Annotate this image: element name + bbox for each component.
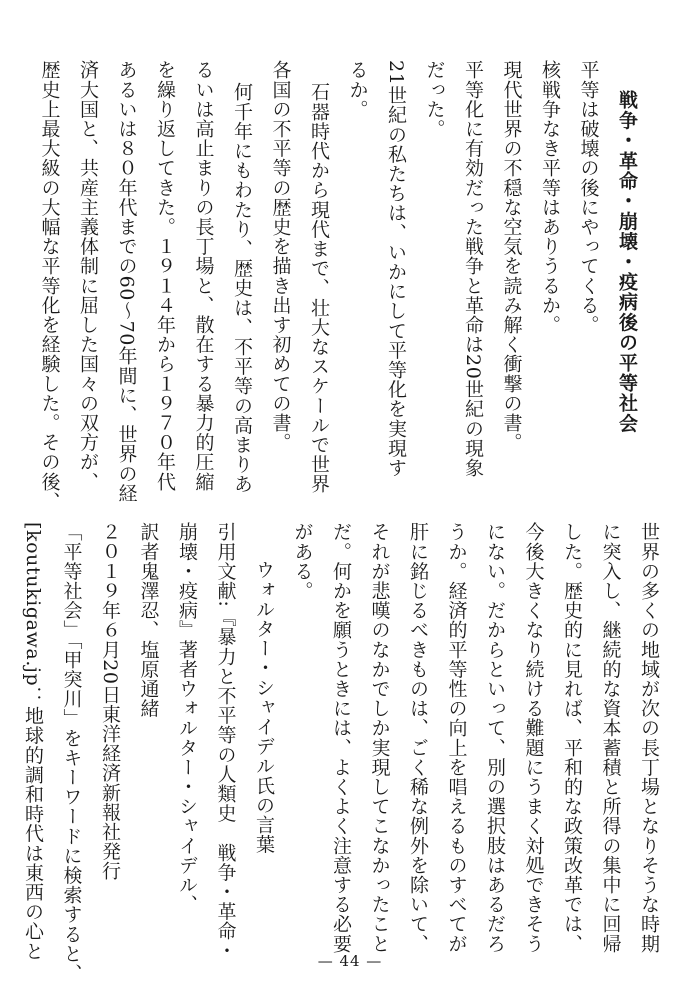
footer-line: 「平等社会」「甲突川」をキーワードに検索すると、 — [60, 522, 83, 983]
text-line: 現代世界の不穏な空気を読み解く衝撃の書。 — [500, 60, 523, 452]
text-line: うか。経済的平等性の向上を唱えるものすべてが — [445, 522, 468, 954]
citation-line: 引用文献:『暴力と不平等の人類史 戦争・革命・ — [214, 522, 237, 961]
text-line: だ。何かを願うときには、よくよく注意する必要 — [330, 522, 352, 954]
text-line: 21世紀の私たちは、いかにして平等化を実現す — [385, 60, 407, 478]
citation-line: ２０１９年６月20日東洋経済新報社発行 — [99, 522, 121, 881]
citation-line: 崩壊・疫病』著者ウォルター・シャイデル、 — [176, 522, 198, 914]
quote-attribution: ウォルター・シャイデル氏の言葉 — [253, 560, 275, 854]
text-line: に突入し、継続的な資本蓄積と所得の集中に回帰 — [599, 522, 622, 954]
text-line: を繰り返してきた。１９１４年から１９７０年代 — [154, 60, 176, 492]
text-line: それが悲嘆のなかでしか実現してこなかったこと — [368, 522, 391, 954]
text-line: あるいは８０年代までの60～70年間に、世界の経 — [115, 60, 138, 503]
text-line: 世界の多くの地域が次の長丁場となりそうな時期 — [638, 522, 660, 954]
text-line: 石器時代から現代まで、壮大なスケールで世界 — [308, 82, 330, 494]
text-line: 肝に銘じるべきものは、ごく稀な例外を除いて、 — [407, 522, 429, 954]
text-line: した。歴史的に見れば、平和的な政策改革では、 — [561, 522, 583, 954]
text-line: 歴史上最大級の大幅な平等化を経験した。その後、 — [38, 60, 61, 511]
text-line: にない。だからといって、別の選択肢はあるだろ — [484, 522, 506, 954]
section-heading: 戦争・革命・崩壊・疫病後の平等社会 — [616, 90, 638, 434]
text-line: 今後大きくなり続ける難題にうまく対処できそう — [522, 522, 545, 954]
text-line: るか。 — [346, 60, 369, 119]
text-line: 核戦争なき平等はありうるか。 — [539, 60, 561, 335]
text-line: だった。 — [423, 60, 446, 139]
text-line: がある。 — [291, 522, 314, 601]
text-line: 平等化に有効だった戦争と革命は20世紀の現象 — [462, 60, 484, 478]
footer-line: [koutukigawa.jp：地球的調和時代は東西の心と — [22, 522, 44, 961]
text-line: 各国の不平等の歴史を描き出す初めての書。 — [269, 60, 292, 452]
text-line: 平等は破壊の後にやってくる。 — [577, 60, 600, 335]
citation-line: 訳者鬼澤忍、塩原通緒 — [137, 522, 160, 718]
page-number: — 44 — — [317, 952, 383, 970]
top-text-block — [34, 60, 646, 511]
text-line: 何千年にもわたり、歴史は、不平等の高まりあ — [231, 82, 253, 494]
text-line: るいは高止まりの長丁場と、散在する暴力的圧縮 — [192, 60, 215, 492]
text-line: 済大国と、共産主義体制に屈した国々の双方が、 — [77, 60, 99, 492]
